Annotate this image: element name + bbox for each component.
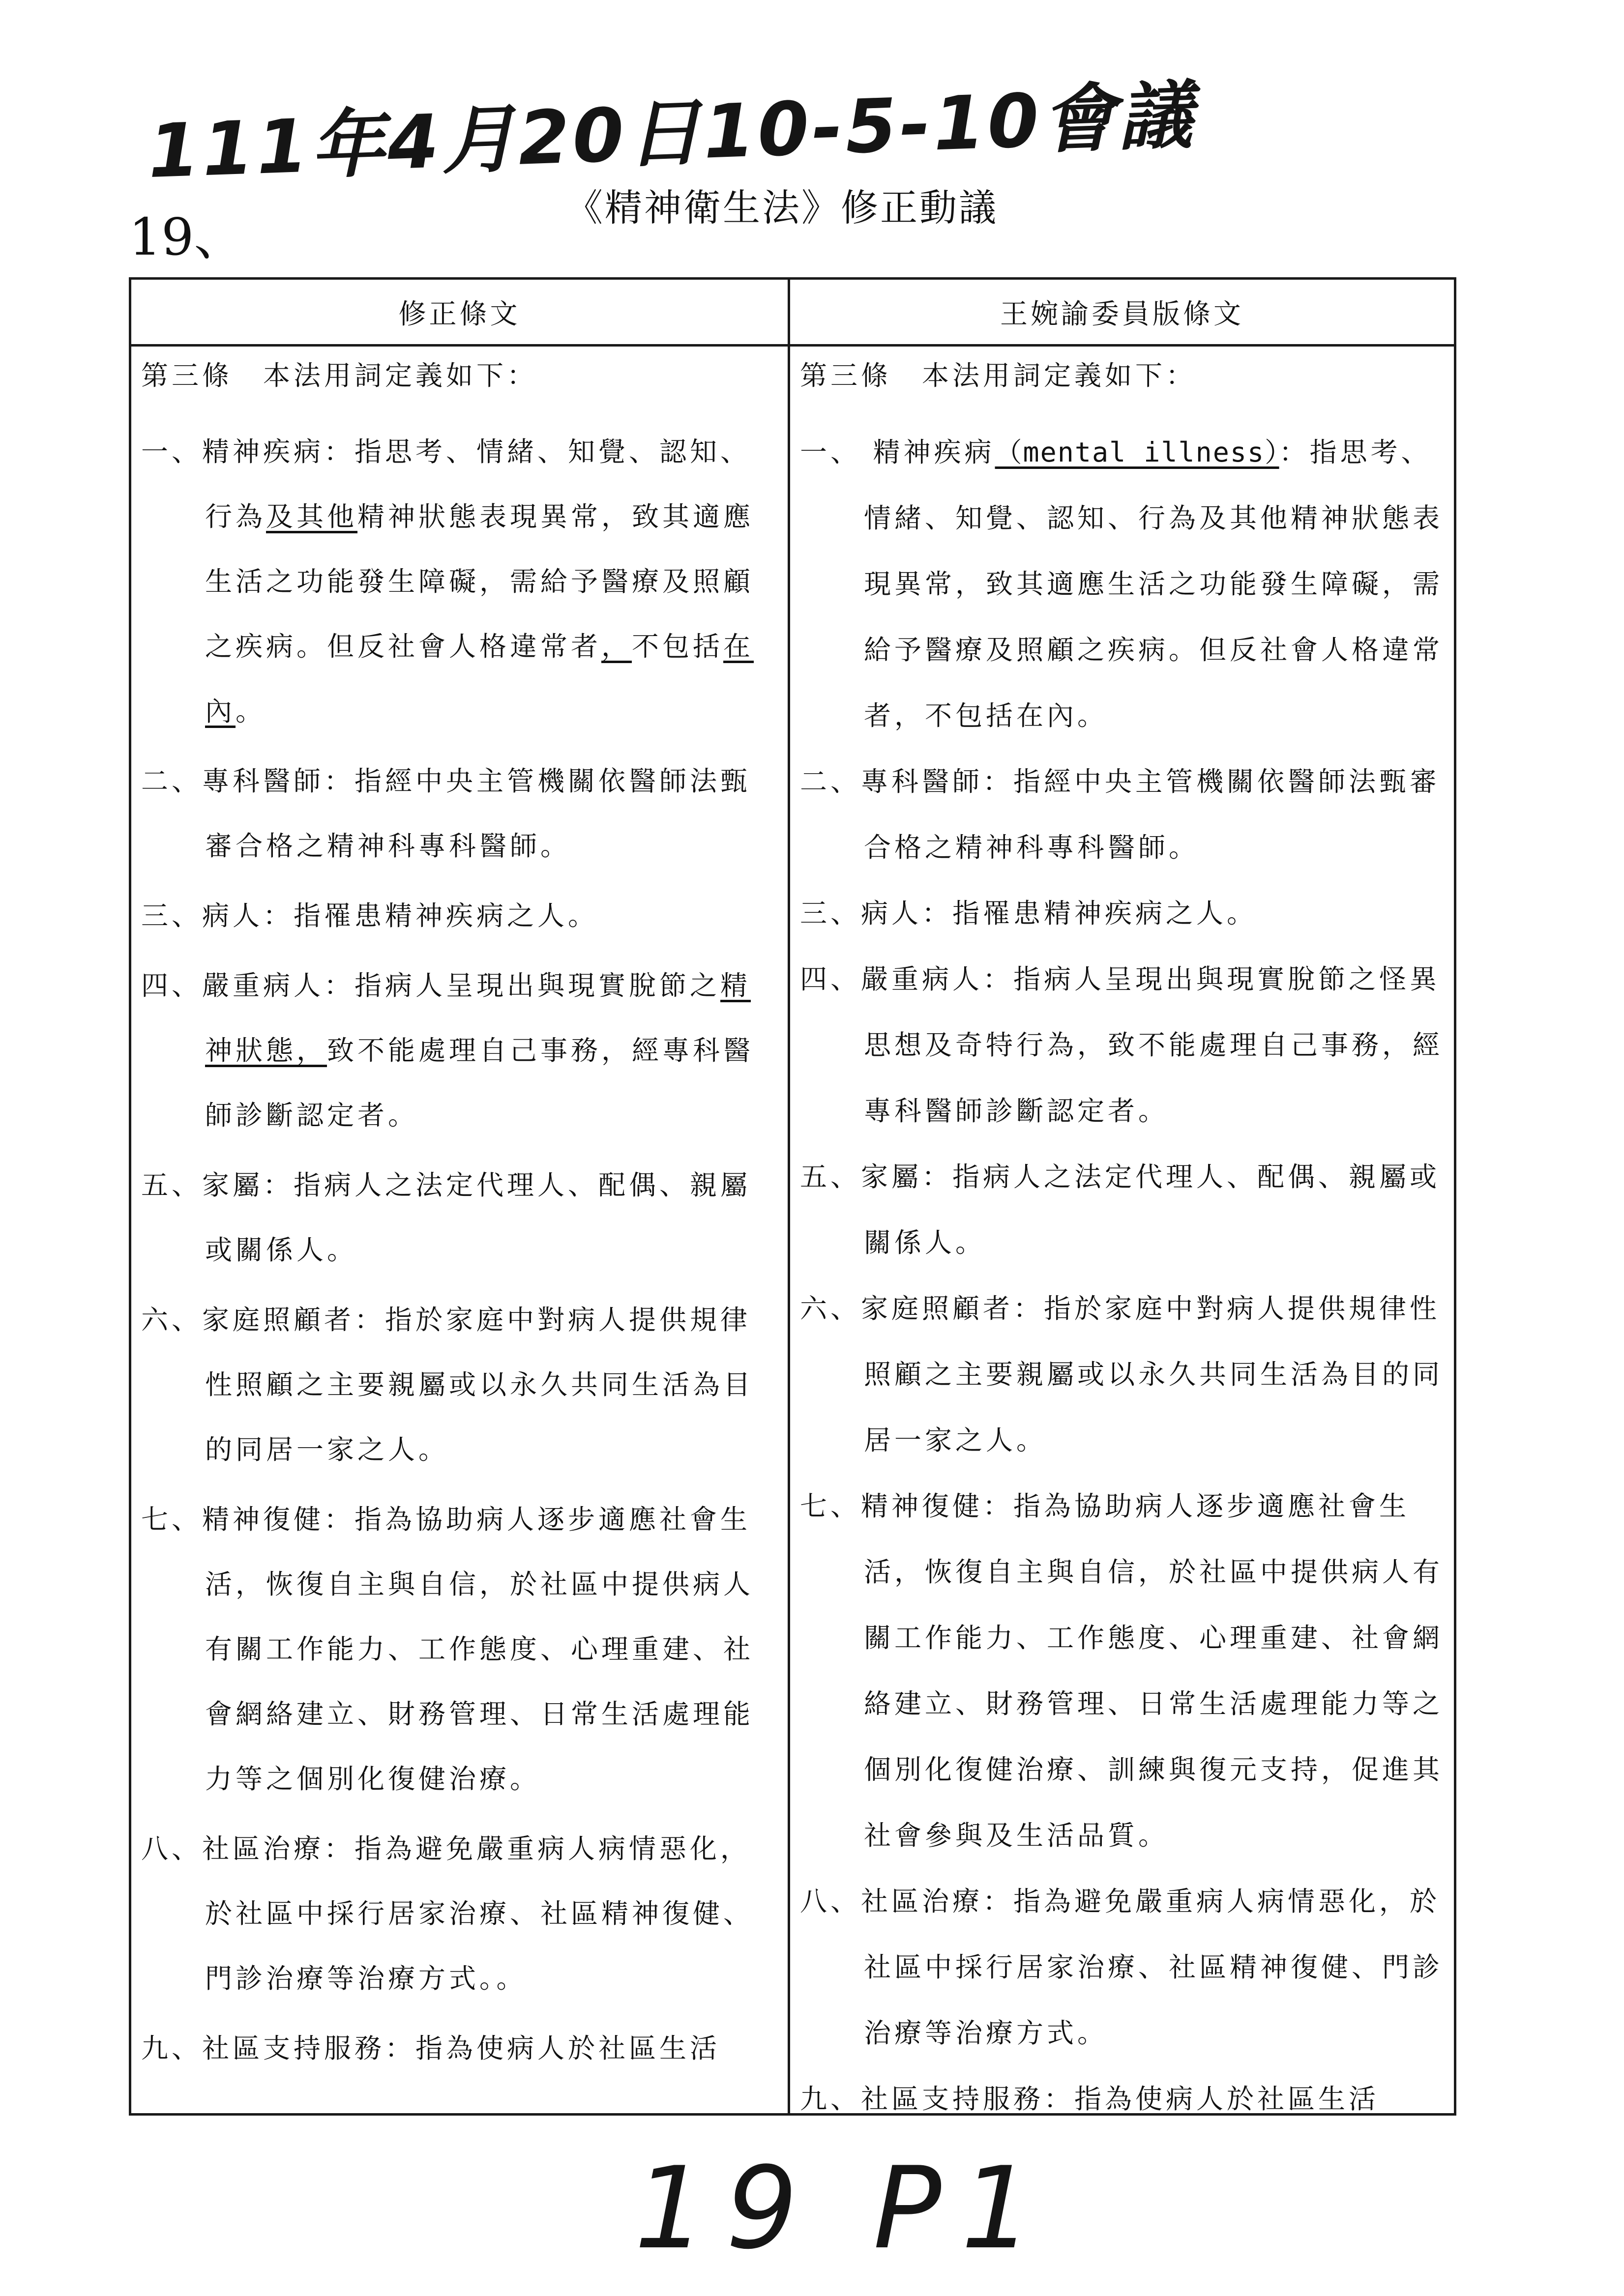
- right-item-7: 七、精神復健：指為協助病人逐步適應社會生活，恢復自主與自信，於社區中提供病人有關工作能力、工作態度、心理重建、社會網絡建立、財務管理、日常生活處理能力等之個別化復健治療、訓練與復元支持，促進其社會參與及生活品質。: [800, 1490, 1444, 1852]
- right-item-5: 五、家屬：指病人之法定代理人、配偶、親屬或關係人。: [800, 1161, 1441, 1259]
- right-item-2: 二、專科醫師：指經中央主管機關依醫師法甄審合格之精神科專科醫師。: [800, 766, 1441, 864]
- right-item-9: 九、社區支持服務：指為使病人於社區生活: [800, 2083, 1380, 2113]
- amended-phrase: 及其他: [266, 501, 358, 533]
- right-item-3: 三、病人：指罹患精神疾病之人。: [800, 898, 1258, 930]
- left-article-intro: 第三條 本法用詞定義如下：: [141, 360, 538, 391]
- original-bill-column: [790, 280, 1454, 2113]
- right-column-header: 王婉諭委員版條文: [790, 280, 1454, 347]
- document-title: 《精神衛生法》修正動議: [565, 186, 998, 230]
- right-article-intro: 第三條 本法用詞定義如下：: [800, 360, 1197, 391]
- handwritten-page-number: 19 P1: [634, 2143, 1053, 2274]
- left-item-3: 三、病人：指罹患精神疾病之人。: [141, 900, 599, 932]
- document-number: 19、: [129, 207, 245, 267]
- left-item-4: 四、嚴重病人：指病人呈現出與現實脫節之精神狀態，致不能處理自己事務，經專科醫師診斷認定者。: [141, 970, 754, 1132]
- handwritten-meeting-note: 111年4月20日10-5-10會議: [147, 72, 1197, 195]
- left-column-body: [131, 347, 788, 2113]
- right-item-4: 四、嚴重病人：指病人呈現出與現實脫節之怪異思想及奇特行為，致不能處理自己事務，經專科醫師診斷認定者。: [800, 963, 1444, 1127]
- right-item-6: 六、家庭照顧者：指於家庭中對病人提供規律性照顧之主要親屬或以永久共同生活為目的同居一家之人。: [800, 1293, 1444, 1456]
- left-item-2: 二、專科醫師：指經中央主管機關依醫師法甄審合格之精神科專科醫師。: [141, 765, 751, 862]
- left-item-9: 九、社區支持服務：指為使病人於社區生活: [141, 2033, 721, 2064]
- left-item-6: 六、家庭照顧者：指於家庭中對病人提供規律性照顧之主要親屬或以永久共同生活為目的同居一家之人。: [141, 1304, 754, 1466]
- right-item-1: 一、 精神疾病（mental illness）：指思考、情緒、知覺、認知、行為及其他精神狀態表現異常，致其適應生活之功能發生障礙，需給予醫療及照顧之疾病。但反社會人格違常者，不包括在內。: [800, 436, 1444, 732]
- amended-phrase: 精神狀態，: [205, 970, 751, 1067]
- left-item-5: 五、家屬：指病人之法定代理人、配偶、親屬或關係人。: [141, 1169, 751, 1266]
- comparison-table: [129, 277, 1456, 2116]
- left-item-7: 七、精神復健：指為協助病人逐步適應社會生活，恢復自主與自信，於社區中提供病人有關工作能力、工作態度、心理重建、社會網絡建立、財務管理、日常生活處理能力等之個別化復健治療。: [141, 1504, 754, 1795]
- right-item-8: 八、社區治療：指為避免嚴重病人病情惡化，於社區中採行居家治療、社區精神復健、門診治療等治療方式。: [800, 1886, 1444, 2049]
- left-item-1: 一、精神疾病：指思考、情緒、知覺、認知、行為及其他精神狀態表現異常，致其適應生活之功能發生障礙，需給予醫療及照顧之疾病。但反社會人格違常者，不包括在內。: [141, 436, 754, 727]
- left-column-header: 修正條文: [131, 280, 788, 347]
- amended-phrase: 在內: [205, 631, 754, 727]
- english-term: （mental illness）: [995, 436, 1279, 468]
- left-item-8: 八、社區治療：指為避免嚴重病人病情惡化，於社區中採行居家治療、社區精神復健、門診治療等治療方式。。: [141, 1833, 754, 1995]
- amended-phrase: ，: [601, 631, 632, 663]
- right-column-body: [790, 347, 1454, 2113]
- amended-text-column: [131, 280, 790, 2113]
